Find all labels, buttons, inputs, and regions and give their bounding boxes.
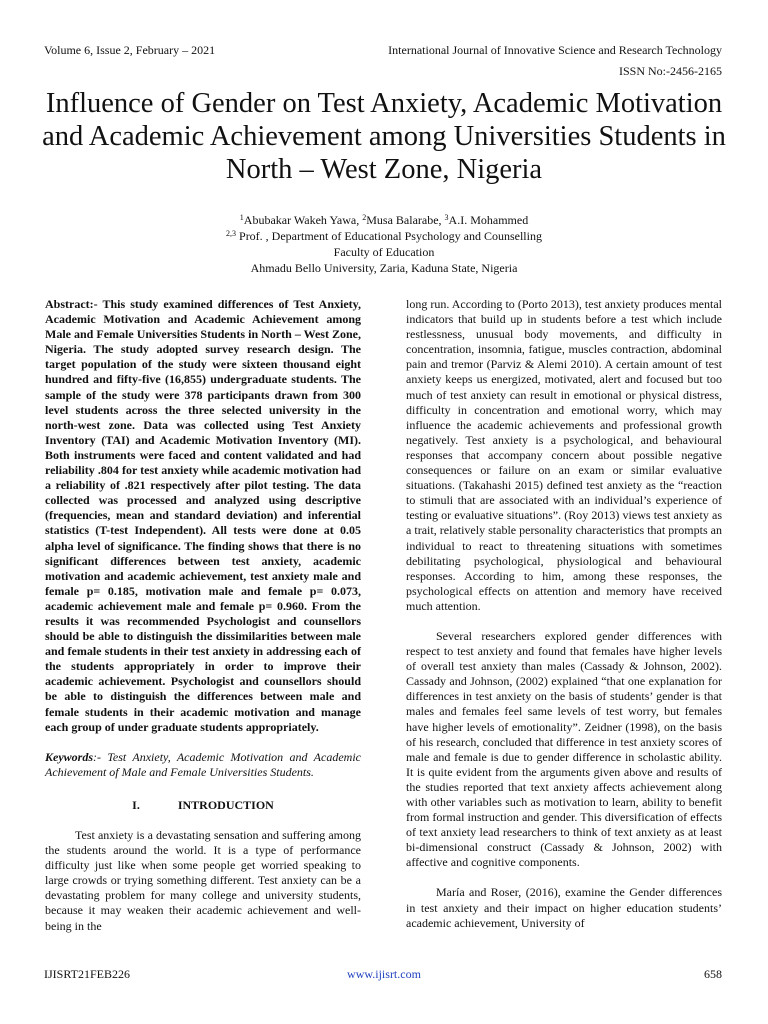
author-3: A.I. Mohammed <box>448 213 529 227</box>
body-paragraph-1: long run. According to (Porto 2013), test anxiety produces mental indicators that build up in students before a test which include restlessness, unusual body movements, and difficulty in concentration, insomnia, fatigue, muscles contraction, abdominal pain and tremor (Parviz & Alemi 2010). A certain amount of test anxiety keeps us energized, motivated, alert and focused but too much of test anxiety can result in emotional or physical distress, difficulty in concentration and emotional worry, which may influence the academic achievements and professional growth negatively. Test anxiety is a psychological, and behavioural responses that accompany concern about possible negative consequences or failure on an exam or similar evaluative situations. (Takahashi 2015) defined test anxiety as the “reaction to stimuli that are associated with an individual’s experience of testing or evaluative situations”. (Roy 2013) views test anxiety as a trait, relatively stable personality characteristics that prompts an individual to react to threatening situations with sometimes debilitating psychological, physiological and behavioural responses. According to him, among these responses, the psychological effects on attention and memory have received much attention. <box>406 297 722 613</box>
abstract <box>45 297 361 735</box>
paper-title: Influence of Gender on Test Anxiety, Academic Motivation and Academic Achievement among Universities Students in North – West Zone, Nigeria <box>42 88 726 185</box>
footer-paper-id: IJISRT21FEB226 <box>44 967 130 981</box>
author-2: Musa Balarabe, <box>366 213 445 227</box>
author-1: Abubakar Wakeh Yawa, <box>243 213 363 227</box>
intro-paragraph: Test anxiety is a devastating sensation and suffering among the students around the world. It is a type of performance difficulty just like when some people get worried speaking to large crowds or trying something different. Test anxiety can be a devastating problem for many college and university students, because it may weaken their academic achievement and well-being in the <box>45 828 361 933</box>
keywords <box>45 750 361 780</box>
body-paragraph-3: María and Roser, (2016), examine the Gender differences in test anxiety and their impact on higher education students’ academic achievement, University of <box>406 885 722 930</box>
author-affiliation <box>84 228 684 244</box>
author-block <box>84 212 684 276</box>
author-faculty: Faculty of Education <box>333 245 435 259</box>
author-sup-2: 2 <box>362 213 367 222</box>
right-column <box>406 297 722 931</box>
affiliation-text: Prof. , Department of Educational Psychology and Counselling <box>236 229 542 243</box>
journal-issn: ISSN No:-2456-2165 <box>618 64 722 78</box>
author-sup-1: 1 <box>239 213 244 222</box>
section-number: I. <box>132 797 140 812</box>
author-university: Ahmadu Bello University, Zaria, Kaduna State, Nigeria <box>250 261 518 275</box>
section-title: INTRODUCTION <box>177 797 274 812</box>
section-heading <box>45 798 361 813</box>
author-sup-3: 3 <box>444 213 449 222</box>
body-paragraph-2: Several researchers explored gender differences with respect to test anxiety and found that females have higher levels of overall test anxiety than males (Cassady & Johnson, 2002). Cassady and Johnson, (2002) explained “that one explanation for differences in test anxiety on the basis of students’ gender is that males and females feel same levels of test worry, but females have higher levels of emotionality”. Zeidner (1998), on the basis of his research, concluded that difference in test anxiety scores of male and female is due to gender difference in scholastic ability. It is quite evident from the arguments given above and results of the studies reported that text anxiety affects achievement along with other variables such as motivation to learn, ability to benefit from formal instruction and gender. This diversification of effects of text anxiety lead researchers to think of text anxiety as at least bi-dimensional construct (Cassady & Johnson, 2002) with affective and cognitive components. <box>406 628 722 870</box>
keywords-label: Keywords <box>45 749 93 764</box>
journal-name: International Journal of Innovative Science and Research Technology <box>388 43 722 57</box>
footer-page-number: 658 <box>704 967 722 981</box>
author-names <box>84 212 684 228</box>
footer-website-link[interactable]: www.ijisrt.com <box>347 967 421 981</box>
abstract-text: This study examined differences of Test Anxiety, Academic Motivation and Academic Achievement among Male and Female Universities Students in North – West Zone, Nigeria. The study adopted survey research design. The target population of the study were sixteen thousand eight hundred and fifty-five (16,855) undergraduate students. The sample of the study were 378 participants drawn from 300 level students across the three selected university in the north-west zone. Data was collected using Test Anxiety Inventory (TAI) and Academic Motivation Inventory (MI). Both instruments were faced and content validated and had reliability .804 for test anxiety while academic motivation had a reliability of .821 respectively after pilot testing. The data collected was processed and analyzed using descriptive (frequencies, mean and standard deviation) and inferential statistics (T-test Independent). All tests were done at 0.05 alpha level of significance. The finding shows that there is no significant differences between test anxiety, academic motivation and academic achievement, test anxiety male and female p= 0.185, motivation male and female p= 0.073, academic achievement male and female p= 0.960. From the results it was recommended Psychologist and counsellors should be able to distinguish the dissimilarities between male and female students in their test anxiety in addressing each of the students appropriately in order to improve their academic achievement. Psychologist and counsellors should be able to distinguish the differences between male and female students in their academic motivation and manage each group of under graduate students appropriately. <box>45 297 361 734</box>
keywords-text: :- Test Anxiety, Academic Motivation and Academic Achievement of Male and Female Universities Students. <box>45 749 361 779</box>
abstract-label: Abstract:- <box>45 297 98 311</box>
journal-volume: Volume 6, Issue 2, February – 2021 <box>44 43 216 57</box>
left-column <box>45 297 361 934</box>
affiliation-sup: 2,3 <box>226 229 237 238</box>
